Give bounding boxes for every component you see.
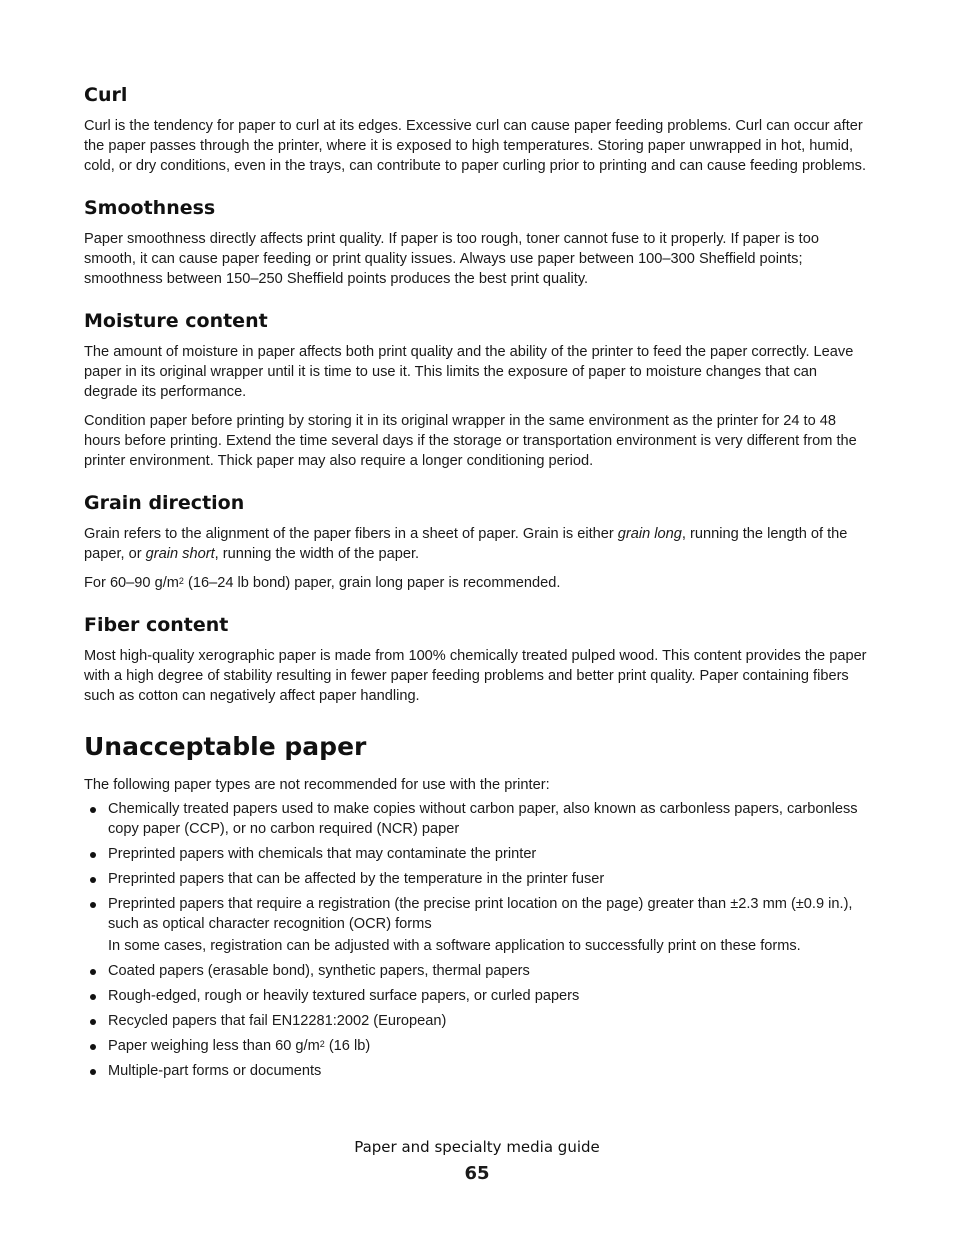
page-number: 65 (464, 1163, 490, 1184)
weight-item-b: (16 lb) (324, 1038, 371, 1054)
section-moisture (84, 310, 872, 471)
list-item-text: Preprinted papers that require a registration (the precise print location on the page) greater than ±2.3 mm (±0.9 in.), such as optical character recognition (OCR) forms (108, 896, 853, 932)
bullet-icon (90, 969, 96, 975)
weight-item-a: Paper weighing less than 60 g/m (108, 1038, 320, 1054)
bullet-icon (90, 1069, 96, 1075)
list-item-text: Preprinted papers with chemicals that may contaminate the printer (108, 846, 537, 862)
bullet-icon (90, 902, 96, 908)
heading-smoothness: Smoothness (84, 197, 216, 219)
grain-short-term: grain short (145, 546, 215, 562)
section-fiber (84, 614, 872, 706)
grain-weight-sup: 2 (178, 576, 184, 586)
list-item-text: Multiple-part forms or documents (108, 1063, 322, 1079)
grain-weight-b: (16–24 lb bond) paper, grain long paper is recommended. (183, 575, 561, 591)
section-curl (84, 84, 872, 176)
heading-unacceptable: Unacceptable paper (84, 732, 367, 761)
grain-text-c: , running the width of the paper. (214, 546, 420, 562)
unacceptable-intro: The following paper types are not recommended for use with the printer: (84, 777, 550, 793)
heading-moisture: Moisture content (84, 310, 268, 332)
paragraph-curl: Curl is the tendency for paper to curl at its edges. Excessive curl can cause paper feeding problems. Curl can occur after the paper passes through the printer, where it is exposed to high temperatures. Storing paper unwrapped in hot, humid, cold, or dry conditions, even in the trays, can contribute to paper curling prior to printing and can cause feeding problems. (84, 118, 867, 174)
list-item-text: Preprinted papers that can be affected by the temperature in the printer fuser (108, 871, 605, 887)
list-item (84, 869, 872, 889)
bullet-icon (90, 852, 96, 858)
heading-grain: Grain direction (84, 492, 245, 514)
list-item (84, 1011, 872, 1031)
grain-text-a: Grain refers to the alignment of the paper fibers in a sheet of paper. Grain is either (84, 526, 618, 542)
list-item-text: Chemically treated papers used to make copies without carbon paper, also known as carbonless papers, carbonless copy paper (CCP), or no carbon required (NCR) paper (108, 801, 858, 837)
grain-long-term: grain long (617, 526, 682, 542)
grain-text-b: , running the length of the paper, or (84, 526, 848, 562)
bullet-icon (90, 877, 96, 883)
list-item (84, 961, 872, 981)
list-item (84, 1036, 872, 1056)
list-item (84, 799, 872, 839)
bullet-icon (90, 1019, 96, 1025)
paragraph-fiber: Most high-quality xerographic paper is made from 100% chemically treated pulped wood. This content provides the paper with a high degree of stability resulting in fewer paper feeding problems and better print quality. Paper containing fibers such as cotton can negatively affect paper handling. (84, 648, 867, 704)
paragraph-grain-2 (84, 573, 872, 593)
footer-guide-title: Paper and specialty media guide (354, 1138, 600, 1156)
grain-weight-a: For 60–90 g/m (84, 575, 179, 591)
list-item (84, 894, 872, 934)
list-item-text: Coated papers (erasable bond), synthetic papers, thermal papers (108, 963, 530, 979)
bullet-icon (90, 807, 96, 813)
unacceptable-list-continued (84, 961, 872, 1081)
unacceptable-list (84, 799, 872, 934)
bullet-icon (90, 1044, 96, 1050)
list-item-text: Recycled papers that fail EN12281:2002 (European) (108, 1013, 447, 1029)
page-footer (0, 1138, 954, 1184)
heading-curl: Curl (84, 84, 128, 106)
section-unacceptable (84, 732, 872, 1081)
heading-fiber: Fiber content (84, 614, 229, 636)
section-smoothness (84, 197, 872, 289)
paragraph-moisture-1: The amount of moisture in paper affects both print quality and the ability of the printer to feed the paper correctly. Leave paper in its original wrapper until it is time to use it. This limits the exposure of paper to moisture changes that can degrade its performance. (84, 344, 854, 400)
list-item-text: Rough-edged, rough or heavily textured surface papers, or curled papers (108, 988, 580, 1004)
paragraph-smoothness: Paper smoothness directly affects print quality. If paper is too rough, toner cannot fuse to it properly. If paper is too smooth, it can cause paper feeding or print quality issues. Always use paper between 100–300 Sheffield points; smoothness between 150–250 Sheffield points produces the best print quality. (84, 231, 819, 287)
list-item (84, 844, 872, 864)
section-grain (84, 492, 872, 593)
bullet-icon (90, 994, 96, 1000)
registration-note: In some cases, registration can be adjusted with a software application to successfully print on these forms. (108, 938, 801, 954)
page-content (84, 84, 872, 1102)
paragraph-moisture-2: Condition paper before printing by storing it in its original wrapper in the same environment as the printer for 24 to 48 hours before printing. Extend the time several days if the storage or transportation environment is very different from the printer environment. Thick paper may also require a longer conditioning period. (84, 413, 857, 469)
list-item (84, 986, 872, 1006)
list-item (84, 1061, 872, 1081)
paragraph-grain-1 (84, 524, 872, 564)
weight-item-sup: 2 (319, 1039, 325, 1049)
